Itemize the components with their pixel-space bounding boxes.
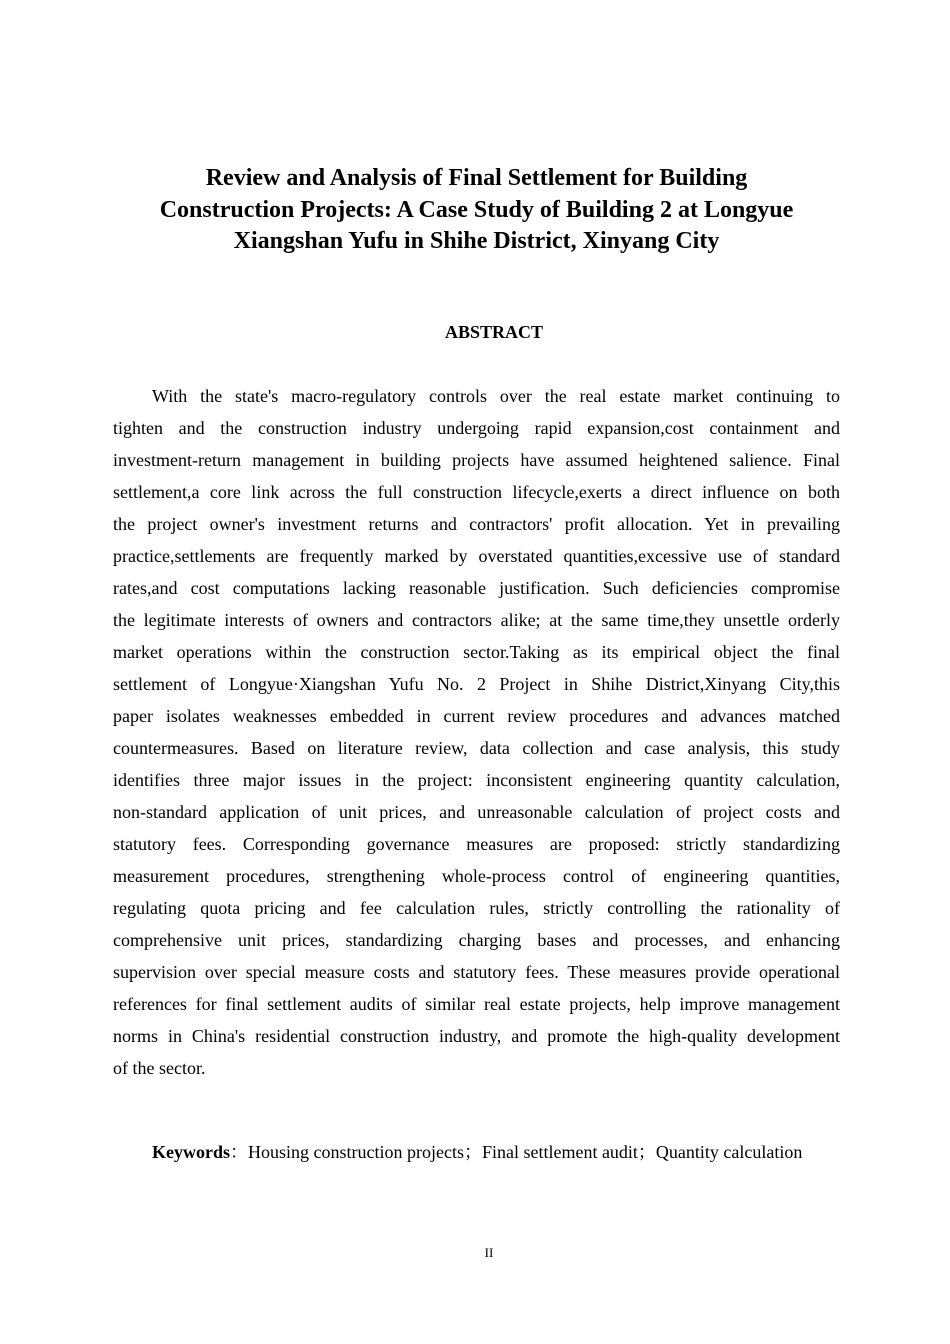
abstract-line: With the state's macro-regulatory controls over the real estate market continuing to — [152, 386, 840, 406]
title-line: Review and Analysis of Final Settlement for Building — [205, 165, 748, 191]
abstract-line: practice,settlements are frequently marked by overstated quantities,excessive use of standard — [113, 546, 840, 566]
abstract-line: norms in China's residential construction industry, and promote the high-quality development — [113, 1026, 840, 1046]
abstract-line: statutory fees. Corresponding governance measures are proposed: strictly standardizing — [113, 834, 840, 854]
paper-title — [113, 163, 840, 258]
abstract-line: regulating quota pricing and fee calculation rules, strictly controlling the rationality of — [113, 898, 840, 918]
title-line: Construction Projects: A Case Study of Building 2 at Longyue — [159, 196, 794, 223]
abstract-line: supervision over special measure costs and statutory fees. These measures provide operational — [113, 962, 840, 982]
abstract-line: settlement of Longyue·Xiangshan Yufu No. 2 Project in Shihe District,Xinyang City,this — [113, 674, 840, 694]
abstract-line: the project owner's investment returns and contractors' profit allocation. Yet in prevailing — [113, 514, 840, 534]
abstract-line: countermeasures. Based on literature review, data collection and case analysis, this study — [113, 738, 840, 758]
abstract-line: non-standard application of unit prices, and unreasonable calculation of project costs and — [113, 802, 840, 822]
abstract-heading: ABSTRACT — [444, 322, 544, 342]
keywords-list: ：Housing construction projects；Final settlement audit；Quantity calculation — [230, 1142, 803, 1162]
abstract-line: settlement,a core link across the full construction lifecycle,exerts a direct influence on both — [113, 482, 840, 502]
abstract-paragraph — [113, 380, 840, 1084]
abstract-line: tighten and the construction industry undergoing rapid expansion,cost containment and — [113, 418, 840, 438]
abstract-line: identifies three major issues in the project: inconsistent engineering quantity calculation, — [113, 770, 840, 790]
abstract-line: rates,and cost computations lacking reasonable justification. Such deficiencies compromise — [113, 578, 840, 598]
abstract-line: investment-return management in building projects have assumed heightened salience. Final — [113, 450, 840, 470]
abstract-line: comprehensive unit prices, standardizing charging bases and processes, and enhancing — [113, 930, 840, 950]
title-line: Xiangshan Yufu in Shihe District, Xinyang City — [233, 228, 720, 254]
abstract-line: of the sector. — [113, 1058, 206, 1078]
abstract-line: measurement procedures, strengthening whole-process control of engineering quantities, — [113, 866, 840, 886]
abstract-line: paper isolates weaknesses embedded in current review procedures and advances matched — [113, 706, 840, 726]
page-number: II — [484, 1245, 494, 1260]
keywords-line — [152, 1138, 802, 1166]
abstract-line: market operations within the construction sector.Taking as its empirical object the final — [113, 642, 840, 662]
abstract-line: references for final settlement audits of similar real estate projects, help improve management — [113, 994, 840, 1014]
keywords-label: Keywords — [152, 1142, 230, 1162]
abstract-line: the legitimate interests of owners and contractors alike; at the same time,they unsettle orderly — [113, 610, 840, 630]
